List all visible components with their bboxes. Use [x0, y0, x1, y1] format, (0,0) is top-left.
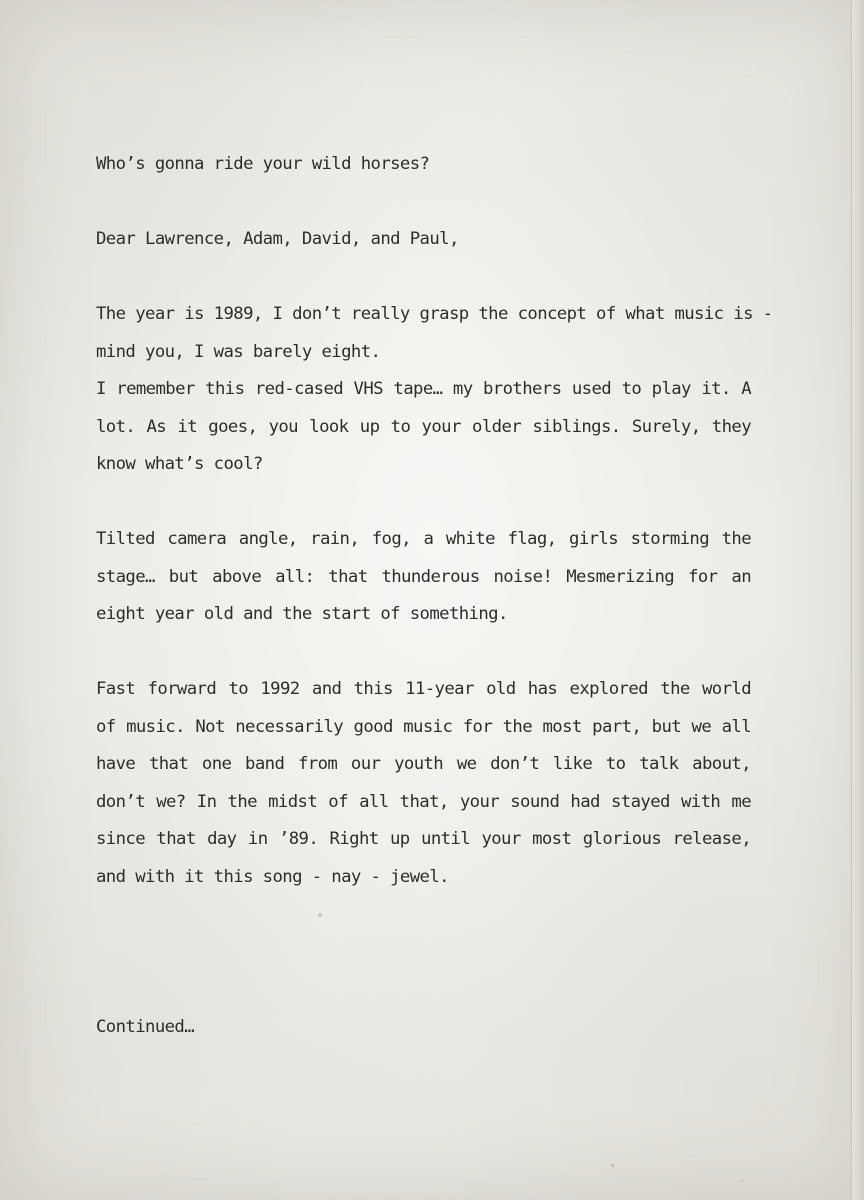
paragraph-line: since that day in ’89. Right up until your most glorious release,	[96, 829, 751, 849]
letter-closing: Continued…	[96, 1016, 195, 1037]
paragraph-line: lot. As it goes, you look up to your older siblings. Surely, they	[96, 416, 751, 437]
letter-body	[96, 146, 773, 1046]
paragraph-line: don’t we? In the midst of all that, your sound had stayed with me	[96, 791, 751, 812]
paper-speck	[611, 1164, 614, 1167]
paper-speck	[741, 1180, 743, 1182]
paragraph-2	[96, 521, 751, 634]
paragraph-line: I remember this red-cased VHS tape… my brothers used to play it. A	[96, 379, 751, 399]
paragraph-3	[96, 671, 751, 896]
paragraph-line: Fast forward to 1992 and this 11-year old has explored the world	[96, 679, 751, 699]
page-edge	[851, 0, 864, 1200]
letter-title: Who’s gonna ride your wild horses?	[96, 154, 430, 174]
paragraph-line: Tilted camera angle, rain, fog, a white flag, girls storming the	[96, 529, 751, 549]
paragraph-line: have that one band from our youth we don’t like to talk about,	[96, 754, 751, 774]
paragraph-line: stage… but above all: that thunderous noise! Mesmerizing for an	[96, 566, 751, 587]
paragraph-line: eight year old and the start of something.	[96, 604, 508, 624]
paragraph-line: mind you, I was barely eight.	[96, 341, 381, 362]
paragraph-1	[96, 296, 773, 484]
paragraph-line: The year is 1989, I don’t really grasp the concept of what music is -	[96, 304, 773, 324]
paragraph-line: of music. Not necessarily good music for the most part, but we all	[96, 716, 751, 737]
letter-salutation: Dear Lawrence, Adam, David, and Paul,	[96, 229, 459, 249]
paragraph-line: and with it this song - nay - jewel.	[96, 866, 449, 887]
paragraph-line: know what’s cool?	[96, 454, 263, 474]
